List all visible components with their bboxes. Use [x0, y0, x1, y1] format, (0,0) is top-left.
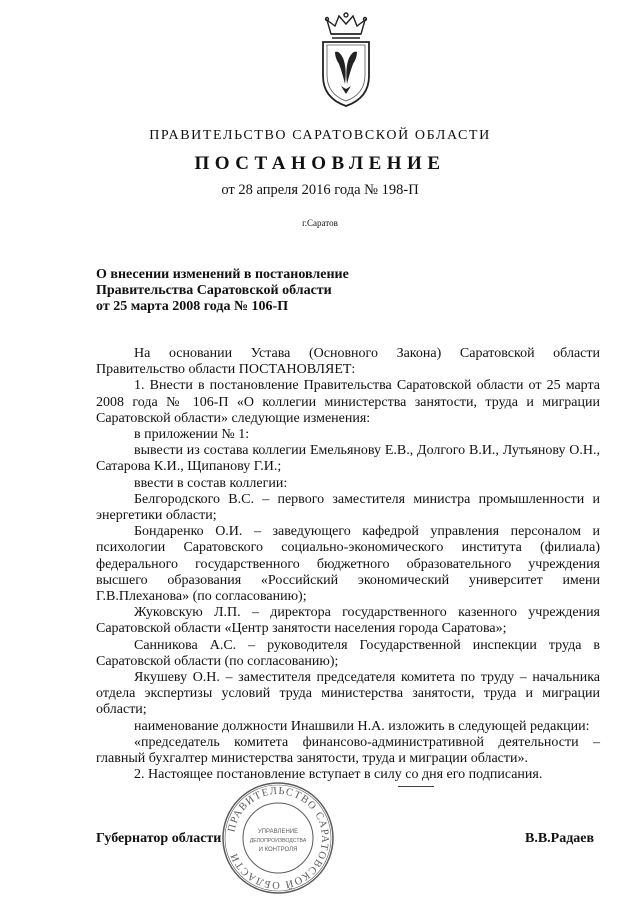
subject-line: Правительства Саратовской области	[96, 283, 332, 298]
document-subject	[96, 267, 349, 315]
government-name: ПРАВИТЕЛЬСТВО САРАТОВСКОЙ ОБЛАСТИ	[149, 128, 491, 143]
body-paragraph: наименование должности Инашвили Н.А. изложить в следующей редакции:	[134, 718, 590, 734]
signatory-title: Губернатор области	[96, 831, 222, 846]
body-paragraph: в приложении № 1:	[134, 427, 250, 443]
body-paragraph: Якушеву О.Н. – заместителя председателя комитета по труду – начальника отдела экспертизы условий труда министерства занятости, труда и миграции области;	[96, 670, 600, 718]
subject-line: от 25 марта 2008 года № 106-П	[96, 299, 289, 314]
body-paragraph: Санникова А.С. – руководителя Государственной инспекции труда в Саратовской области (по согласованию);	[96, 637, 600, 669]
body-paragraph: 2. Настоящее постановление вступает в силу со дня его подписания.	[134, 767, 543, 783]
body-paragraph: «председатель комитета финансово-административной деятельности – главный бухгалтер министерства занятости, труда и миграции области».	[96, 734, 600, 767]
official-stamp	[220, 780, 336, 896]
signature-mark	[398, 786, 434, 787]
document-date-number: от 28 апреля 2016 года № 198-П	[221, 182, 419, 198]
body-paragraph: Белгородского В.С. – первого заместителя министра промышленности и энергетики области;	[96, 491, 600, 524]
stamp-center-line: УПРАВЛЕНИЕ	[257, 829, 299, 835]
document-type-title: ПОСТАНОВЛЕНИЕ	[194, 153, 446, 174]
body-paragraph: Бондаренко О.И. – заведующего кафедрой управления персоналом и психологии Саратовского социально-экономического института (филиала) федерального государственного бюджетного образовательного учреждения высшего образования «Российский экономический университет имени Г.В.Плеханова» (по согласованию);	[96, 524, 600, 605]
body-paragraph: ввести в состав коллегии:	[134, 475, 288, 491]
body-paragraph: 1. Внести в постановление Правительства Саратовской области от 25 марта 2008 года № 106-П «О коллегии министерства занятости, труда и миграции Саратовской области» следующие изменения:	[96, 378, 600, 426]
signatory-name: В.В.Радаев	[525, 831, 595, 846]
body-paragraph: Жуковскую Л.П. – директора государственного казенного учреждения Саратовской области «Центр занятости населения города Саратова»;	[96, 605, 600, 637]
stamp-center-line: И КОНТРОЛЯ	[258, 847, 298, 853]
stamp-center-line: ДЕЛОПРОИЗВОДСТВА	[249, 838, 307, 844]
subject-line: О внесении изменений в постановление	[96, 267, 349, 282]
body-paragraph: На основании Устава (Основного Закона) Саратовской области Правительство области ПОСТАНОВЛЯЕТ:	[96, 346, 600, 378]
coat-of-arms-emblem	[315, 10, 377, 108]
body-paragraph: вывести из состава коллегии Емельянову Е.В., Долгого В.И., Лутьянову О.Н., Сатарова К.И., Щипанову Г.И.;	[96, 443, 600, 475]
document-city: г.Саратов	[302, 218, 338, 228]
document-body	[96, 346, 600, 783]
stamp-ring-text: ПРАВИТЕЛЬСТВО САРАТОВСКОЙ ОБЛАСТИ	[226, 785, 331, 891]
